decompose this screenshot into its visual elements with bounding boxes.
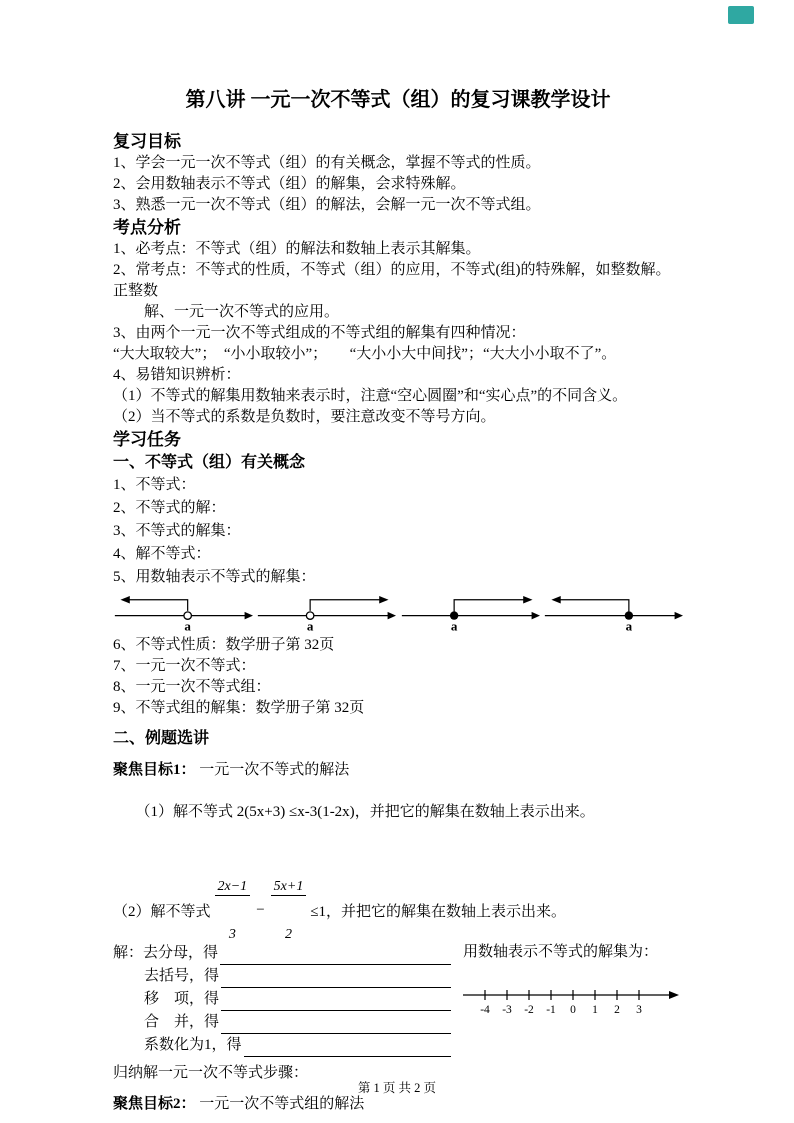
solution-area	[113, 942, 683, 1057]
exam-point-sub: （2）当不等式的系数是负数时，要注意改变不等号方向。	[113, 409, 496, 425]
section-heading-learning-tasks: 学习任务	[113, 430, 181, 449]
solution-step	[113, 942, 451, 965]
fraction2-numerator: 5x+1	[271, 879, 307, 896]
exam-point: 2、常考点：不等式的性质，不等式（组）的应用，不等式(组)的特殊解，如整数解。正整数	[113, 262, 671, 299]
problem1-prefix: （1）解不等式	[135, 804, 237, 820]
answer-blank	[220, 948, 451, 965]
minus-operator: −	[256, 901, 265, 918]
concept-item: 9、不等式组的解集：数学册子第 32页	[113, 700, 365, 716]
tick-label: -1	[546, 1004, 556, 1016]
tick-label: -3	[502, 1004, 512, 1016]
step-label: 系数化为1，得	[144, 1037, 242, 1053]
section-heading-review-goals: 复习目标	[113, 132, 181, 151]
number-line-x-greater-than-a	[256, 586, 396, 634]
concept-item: 2、不等式的解：	[113, 500, 226, 516]
step-label: 去括号，得	[144, 968, 220, 984]
solution-step	[113, 965, 451, 988]
concept-item: 3、不等式的解集：	[113, 523, 241, 539]
page-number-footer: 第 1 页 共 2 页	[357, 1081, 437, 1095]
step-label: 去分母，得	[143, 945, 219, 961]
concept-item: 7、一元一次不等式：	[113, 658, 256, 674]
section-heading-exam-points: 考点分析	[113, 218, 181, 237]
problem1-suffix: ，并把它的解集在数轴上表示出来。	[354, 804, 595, 820]
solution-step	[113, 988, 451, 1011]
number-line-figures	[113, 590, 683, 634]
step-label: 合 并，得	[144, 1014, 220, 1030]
answer-blank	[221, 1017, 451, 1034]
concept-item: 5、用数轴表示不等式的解集：	[113, 569, 316, 585]
point-label: a	[307, 618, 314, 634]
problem1-formula: 2(5x+3) ≤x-3(1-2x)	[236, 804, 355, 820]
solve-label: 解：	[113, 945, 144, 961]
exam-point-continued: 解、一元一次不等式的应用。	[144, 304, 340, 320]
focus1-title: 一元一次不等式的解法	[195, 762, 350, 778]
page-title: 第八讲 一元一次不等式（组）的复习课教学设计	[185, 89, 611, 111]
problem1-workspace	[113, 844, 683, 890]
focus2-label: 聚焦目标2：	[113, 1096, 196, 1112]
solution-steps	[113, 942, 451, 1057]
tick-label: 0	[570, 1004, 576, 1016]
solution-number-line	[463, 979, 683, 1019]
concept-item: 4、解不等式：	[113, 546, 211, 562]
concept-item: 1、不等式：	[113, 477, 196, 493]
problem-2	[113, 878, 683, 942]
goal-item: 3、熟悉一元一次不等式（组）的解法，会解一元一次不等式组。	[113, 197, 541, 213]
exam-point-sub: （1）不等式的解集用数轴来表示时，注意“空心圆圈”和“实心点”的不同含义。	[113, 388, 628, 404]
number-line-x-less-equal-a	[543, 586, 683, 634]
focus-target-2	[113, 1094, 683, 1115]
concept-item: 8、一元一次不等式组：	[113, 679, 271, 695]
tick-label: -2	[524, 1004, 534, 1016]
number-line-x-greater-equal-a	[400, 586, 540, 634]
page-content	[113, 86, 683, 1115]
tick-label: 3	[636, 1004, 642, 1016]
exam-point: 3、由两个一元一次不等式组成的不等式组的解集有四种情况：	[113, 325, 526, 341]
answer-blank	[221, 971, 451, 988]
focus2-title: 一元一次不等式组的解法	[195, 1096, 365, 1112]
step-label: 移 项，得	[144, 991, 220, 1007]
tick-label: 1	[592, 1004, 598, 1016]
goal-item: 1、学会一元一次不等式（组）的有关概念，掌握不等式的性质。	[113, 155, 541, 171]
problem-1	[113, 781, 683, 844]
concept-item: 6、不等式性质：数学册子第 32页	[113, 637, 335, 653]
solution-step	[113, 1011, 451, 1034]
point-label: a	[450, 618, 458, 634]
axis-caption: 用数轴表示不等式的解集为：	[463, 944, 659, 960]
summary-prompt: 归纳解一元一次不等式步骤：	[113, 1065, 309, 1081]
subsection-examples: 二、例题选讲	[113, 730, 210, 747]
solution-step	[113, 1034, 451, 1057]
exam-point-cases: “大大取较大”； “小小取较小”； “大小小大中间找”；“大大小小取不了”。	[113, 346, 617, 362]
corner-logo	[728, 6, 754, 24]
problem2-prefix: （2）解不等式	[113, 903, 211, 920]
goal-item: 2、会用数轴表示不等式（组）的解集，会求特殊解。	[113, 176, 466, 192]
tick-label: -4	[480, 1004, 490, 1016]
focus-target-1	[113, 760, 683, 781]
fraction2-denominator: 2	[284, 926, 292, 942]
answer-blank	[221, 994, 451, 1011]
fraction1-denominator: 3	[228, 926, 236, 942]
focus1-label: 聚焦目标1：	[113, 762, 196, 778]
fraction1-numerator: 2x−1	[215, 879, 251, 896]
tick-label: 2	[614, 1004, 620, 1016]
solution-axis-area	[451, 942, 683, 1057]
point-label: a	[184, 618, 191, 634]
answer-blank	[244, 1040, 451, 1057]
exam-point: 4、易错知识辨析：	[113, 367, 241, 383]
exam-point: 1、必考点：不等式（组）的解法和数轴上表示其解集。	[113, 241, 481, 257]
number-line-x-less-than-a	[113, 586, 253, 634]
problem2-suffix: ≤1，并把它的解集在数轴上表示出来。	[310, 903, 567, 920]
subsection-concepts: 一、不等式（组）有关概念	[113, 454, 306, 471]
point-label: a	[625, 618, 633, 634]
